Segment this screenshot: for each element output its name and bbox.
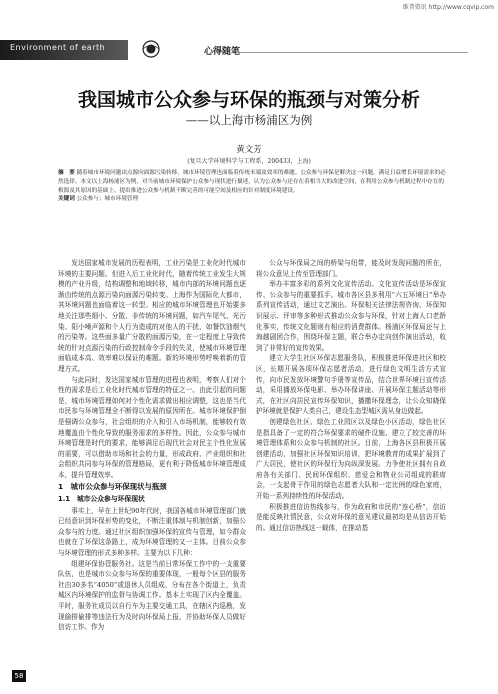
paragraph: 积极推进信访热线参与，作为政府和市民的“连心桥”，信访是能反映社情民意，公众对环保的意见建议最初均是从信访开始的。通过信访热线这一载体，在推动基 [256,502,446,532]
article-subtitle: ——以上海市杨浦区为例 [185,113,313,127]
abstract-label: 摘 要 [58,170,75,176]
page-number: 58 [12,670,26,682]
paragraph: 发达国家城市发展的历程表明，工业污染是工业化时代城市环境的主要问题。但进入后工业化时代，随着传统工业发生大规模的产业升级，结构调整和地域转移，城市内部的环境问题也逐渐由传统的点源污染向面源污染转变。上海作为国际化大都市，其环境问题也面临着这一转型。相应的城市环境管理也开始要多地关注那些细小、分散、非传统的环境问题，如汽车尾气、光污染、阳小噪声源和个人行为造成的对他人的干扰，如餐饮油烟气的污染等。这些面多量广分散的面源污染，在一定程度上导致传统的针对点源污染的行政控制命令手段的失灵，使城市环境管理面临成本高、效率难以保证的难题。新的环境形势呼唤着新的管理方式。 [58,259,246,373]
column-name: 心得随笔 [204,47,241,57]
keywords: 公众参与；城市环境管理 [76,196,139,203]
paragraph: 与此同时，发达国家城市管理的进程也表明，考察人们对个性的需求是后工业化时代城市管理的特征之一。由此引起的问题是，城市环境管理如何对个性化需求做出相应调整，这也是当代市民参与环境管理全不断得以发展的原因所在。城市环境保护倒是强调公众参与，社会组织的介入和引入市场机制，能够较有效地覆盖由个性化导致的服务需求的多样性。因此，公众参与城市环境管理是时代的要求，能够满足后现代社会对民主个性化发展的需要，可以借助市场和社会的力量，形成政府、产业组织和社会组织共同参与环保的管理格局，更有利于降低城市环境管理成本，提升管理效率。 [58,375,246,479]
section-heading: 1 城市公众参与环保现状与瓶颈 [58,482,167,492]
author: 黄文芳 [236,145,262,155]
paragraph: 创建绿色社区、绿色工业园区以及绿色小区活动，绿色社区是指具备了一定的符合环保要求的硬件设施、建立了较完善的环境管理体系和公众参与机制的社区。目前，上海各区县积极开展创建活动，加强社区环保知识培训，把环境教育的成果扩展到了广大居民，使社区的环保行为向纵深发展。力争使社区拥有自政府各有关部门、民间环保组织、慈爱会和物业公司组成的联席会，一支起骨干作用的绿色志愿者大队和一定比例的绿色家庭，开始一系列持续性的环保活动。 [256,417,446,501]
body-column-right [256,258,446,533]
earth-logo-icon [140,38,162,60]
section-banner [0,40,498,60]
banner-rule [236,52,468,53]
body-column-left [58,258,246,633]
banner-text: Environment of earth [10,43,106,52]
abstract [58,169,446,204]
section-heading: 1.1 城市公众参与环保现状 [58,495,145,504]
article-title: 我国城市公众参与环保的瓶颈与对策分析 [77,89,420,111]
watermark: 维普资讯 http://www.cqvip.com [402,4,494,11]
affiliation: (复旦大学环境科学与工程系，200433，上海) [187,158,311,165]
keywords-label: 关键词 [58,196,75,203]
abstract-text: 随着城市环境问题由点源向面源污染转移，城市环境管理也面临着传统末端及效率的难题。公众参与环保是解决这一问题，满足日益增长环境需求的必然选择。本文以上海杨浦区为例，对当前城市环境保护公众参与现状进行描述，认为公众参与还存在着相当大的改进空间，在利用公众参与机制过程中存在的根源及其原因的基础上，提出推进公众参与机制不断完善的可能空间及相应的针对制度环境建设。 [58,170,446,194]
paragraph: 建立大学生社区环保志愿服务队，积极推进环保进社区和校区，长期开展各项环保志愿者活动，进行绿色文明生活方式宣传，向市民发放环境警句手册等宣传品，结合世界环境日宣传活动，采用播放环保电影、举办环保讲座、开展环保主题活动等形式，在社区向居民宣传环保知识，播撒环保理念，让公众知晓保护环境就是保护人类自己，建设生态型城区需从身边做起。 [256,354,446,416]
paragraph: 事实上，早在上世纪90年代时，我国各城市环境管理部门就已经意识到环保形势的变化，不断注重体制与机制创新，加强公众参与的力度。通过社区组织加强环保的宣传与管理，如今群众也就在了环保这条路上，成为环境管理的又一主体。目前公众参与环境管理的形式多种多样。主要为以下几种： [58,506,246,558]
paragraph: 组建环保协管服务社。这是当前日常环保工作中的一支重要队伍，也是城市公众参与环保的重要体现，一般每个区县的服务社由30多名“4050”或退休人员组成，分布在各个街道上，负责城区内环境保护的监督与协调工作。基本上实现了区内全覆盖。平时，服务社成员以自行车为主要交通工具，在辖区内巡勘，发现偷排偷排等违法行为及时向环保局上报，并协助环保人员做好信访工作。作为 [58,559,246,632]
paragraph: 举办丰富多彩的系列文化宣传活动。文化宣传活动是环保宣传、公众参与的重要抓手。城市各区县多利用“六五环境日”举办系列宣传活动，通过文艺演出、环保相关法律法规咨询、环保知识展示、评审等多种形式推动公众参与环保，针对上海人口老龄化事实，传统文化题则有相应的消费群体。杨浦区环保局还与上海越剧团合作，围绕环保主题，联合举办定向创作演出活动，收到了非常好的宣传效果。 [256,280,446,352]
paragraph: 公众与环保局之间的桥梁与纽带，能及时发现问题的所在，将公众意见上传至管理部门。 [256,259,446,278]
